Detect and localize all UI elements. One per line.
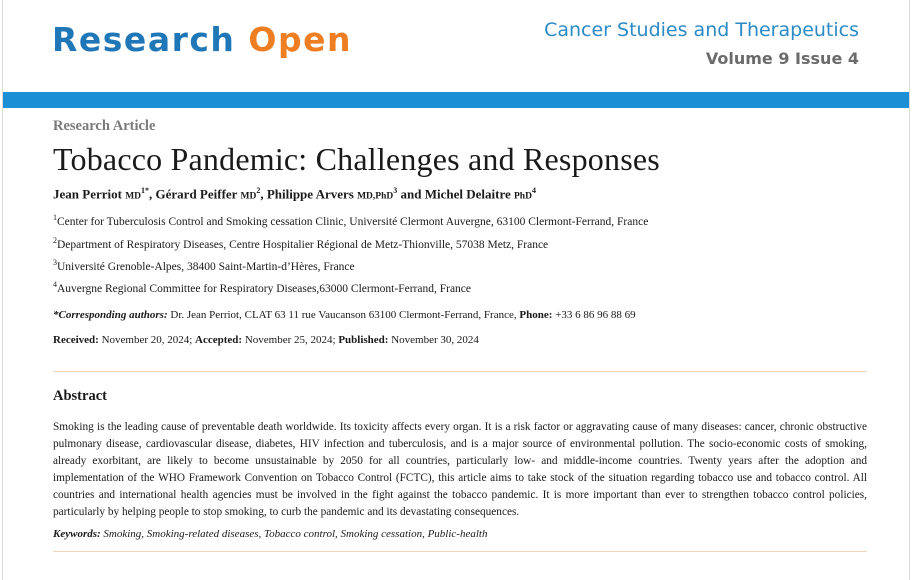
accepted-date: November 25, 2024; (242, 333, 339, 346)
author-separator: , (149, 186, 156, 202)
logo-word-open: Open (248, 20, 352, 59)
publisher-logo (52, 20, 352, 59)
keywords (53, 528, 867, 540)
affiliation-list (53, 209, 867, 298)
corresponding-author (53, 309, 867, 321)
affiliation-text: Center for Tuberculosis Control and Smoking cessation Clinic, Université Clermont Auvergne, 63100 Clermont-Ferrand, France (57, 216, 649, 229)
author-sup: 4 (531, 186, 536, 195)
author-name: Michel Delaitre (424, 186, 511, 202)
affiliation-item (53, 276, 867, 298)
affiliation-sup: 2 (53, 235, 57, 245)
author-sup: 1* (141, 186, 150, 195)
affiliation-item (53, 232, 867, 254)
author-name: Jean Perriot (53, 186, 122, 202)
affiliation-sup: 1 (53, 213, 57, 223)
phone-number: +33 6 86 96 88 69 (552, 308, 636, 321)
author-degree: MD,PhD (357, 191, 394, 202)
header-bar (3, 92, 909, 108)
author-separator: and (397, 186, 425, 202)
received-date: November 20, 2024; (98, 333, 196, 346)
author-sup: 3 (393, 186, 398, 195)
corresponding-text: Dr. Jean Perriot, CLAT 63 11 rue Vaucanson 63100 Clermont-Ferrand, France, (167, 308, 520, 321)
affiliation-sup: 3 (53, 257, 57, 267)
published-date: November 30, 2024 (388, 333, 479, 346)
affiliation-text: Auvergne Regional Committee for Respiratory Diseases,63000 Clermont-Ferrand, France (57, 283, 472, 296)
affiliation-text: Department of Respiratory Diseases, Centre Hospitalier Régional de Metz-Thionville, 57038 Metz, France (57, 238, 549, 251)
author-name: Philippe Arvers (266, 186, 354, 202)
received-label: Received: (53, 333, 99, 346)
author-degree: MD (240, 191, 257, 202)
logo-word-research: Research (52, 20, 236, 59)
accepted-label: Accepted: (195, 333, 243, 346)
author-sup: 2 (256, 186, 261, 195)
divider (53, 371, 867, 372)
article-content (53, 118, 867, 552)
keywords-label: Keywords: (53, 527, 101, 540)
journal-info (544, 19, 859, 68)
author-list (53, 186, 867, 202)
divider (53, 551, 867, 552)
affiliation-sup: 4 (53, 280, 57, 290)
author-name: Gérard Peiffer (155, 186, 238, 202)
affiliation-text: Université Grenoble-Alpes, 38400 Saint-Martin-d’Hères, France (57, 260, 355, 273)
journal-name: Cancer Studies and Therapeutics (544, 19, 859, 41)
phone-label: Phone: (519, 308, 553, 321)
keywords-list: Smoking, Smoking-related diseases, Tobacco control, Smoking cessation, Public-health (100, 527, 488, 540)
article-title: Tobacco Pandemic: Challenges and Responses (53, 141, 660, 177)
affiliation-item (53, 254, 867, 276)
author-separator: , (260, 186, 267, 202)
abstract-text: Smoking is the leading cause of preventable death worldwide. Its toxicity affects every organ. It is a risk factor or aggravating cause of many diseases: cancer, chronic obstructive pulmonary disease, cardiovascular disease, diabetes, HIV infection and tuberculosis, and is a major source of environmental pollution. The socio-economic costs of smoking, already exorbitant, are likely to become unsustainable by 2050 for all countries, particularly low- and middle-income countries. Twenty years after the adoption and implementation of the WHO Framework Convention on Tobacco Control (FCTC), this article aims to take stock of the situation regarding tobacco use and tobacco control. All countries and international health agencies must be involved in the fight against the tobacco pandemic. It is more important than ever to strengthen tobacco control policies, particularly by helping people to stop smoking, to curb the pandemic and its devastating consequences. (53, 420, 867, 518)
author-degree: MD (125, 191, 142, 202)
published-label: Published: (338, 333, 389, 346)
publication-dates (53, 334, 867, 346)
article-type: Research Article (53, 118, 156, 134)
author-degree: PhD (514, 191, 532, 202)
affiliation-item (53, 209, 867, 231)
volume-issue: Volume 9 Issue 4 (705, 49, 859, 68)
abstract-heading: Abstract (53, 387, 107, 404)
corresponding-label: *Corresponding authors: (53, 308, 168, 321)
